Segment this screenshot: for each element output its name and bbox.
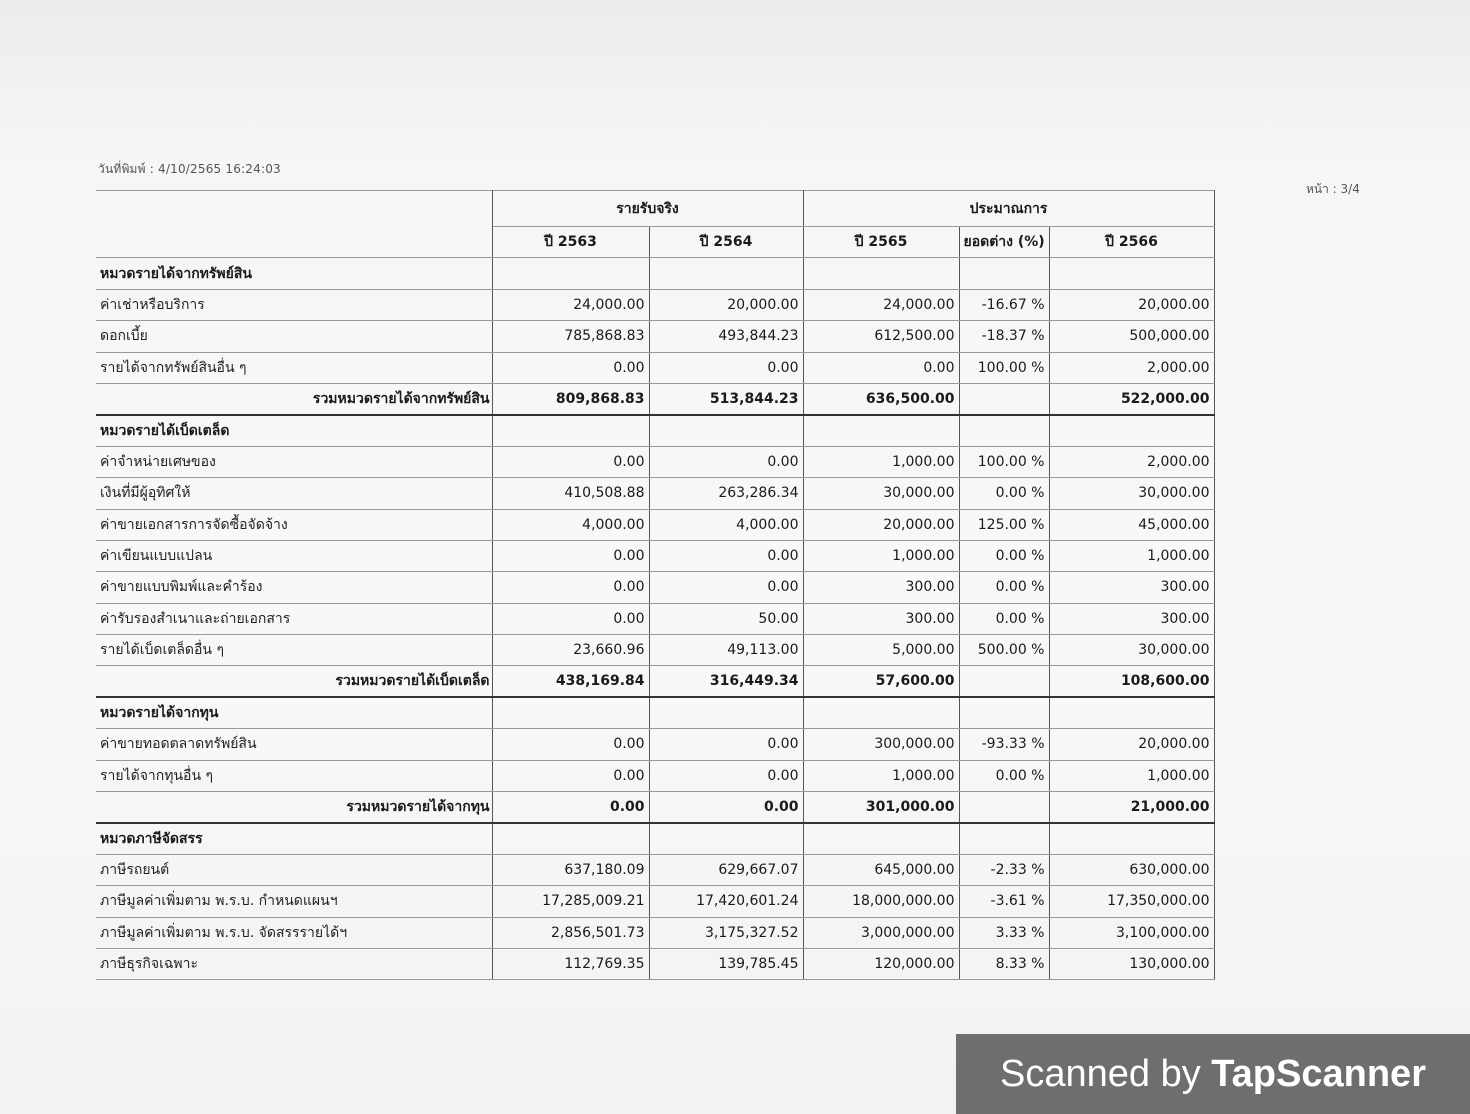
subtotal-row [96, 666, 1214, 697]
empty-cell [959, 697, 1049, 728]
value-y2564: 0.00 [649, 540, 803, 571]
empty-cell [649, 258, 803, 289]
item-label: ภาษีมูลค่าเพิ่มตาม พ.ร.บ. กำหนดแผนฯ [96, 886, 492, 917]
category-row [96, 258, 1214, 289]
item-label: รายได้จากทุนอื่น ๆ [96, 760, 492, 791]
empty-cell [1049, 258, 1214, 289]
header-col-2565: ปี 2565 [803, 227, 959, 258]
value-y2566: 3,100,000.00 [1049, 917, 1214, 948]
value-y2564: 0.00 [649, 760, 803, 791]
subtotal-y2564: 316,449.34 [649, 666, 803, 697]
value-y2565: 300.00 [803, 572, 959, 603]
value-diff: -18.37 % [959, 321, 1049, 352]
empty-cell [803, 415, 959, 446]
value-y2566: 17,350,000.00 [1049, 886, 1214, 917]
table-row [96, 886, 1214, 917]
header-col-diff: ยอดต่าง (%) [959, 227, 1049, 258]
value-diff: 125.00 % [959, 509, 1049, 540]
value-y2564: 0.00 [649, 446, 803, 477]
item-label: ค่าขายเอกสารการจัดซื้อจัดจ้าง [96, 509, 492, 540]
empty-cell [1049, 697, 1214, 728]
value-diff: 0.00 % [959, 540, 1049, 571]
value-diff: -2.33 % [959, 854, 1049, 885]
value-y2563: 0.00 [492, 603, 649, 634]
value-y2566: 30,000.00 [1049, 635, 1214, 666]
value-y2564: 493,844.23 [649, 321, 803, 352]
subtotal-diff [959, 792, 1049, 823]
print-date: วันที่พิมพ์ : 4/10/2565 16:24:03 [98, 162, 281, 176]
value-y2565: 1,000.00 [803, 540, 959, 571]
subtotal-y2564: 0.00 [649, 792, 803, 823]
value-y2563: 24,000.00 [492, 289, 649, 320]
value-y2564: 139,785.45 [649, 948, 803, 979]
empty-cell [492, 258, 649, 289]
table-row [96, 509, 1214, 540]
category-title: หมวดภาษีจัดสรร [96, 823, 492, 854]
empty-cell [803, 823, 959, 854]
value-y2566: 20,000.00 [1049, 289, 1214, 320]
table-row [96, 760, 1214, 791]
subtotal-y2564: 513,844.23 [649, 383, 803, 414]
value-y2563: 0.00 [492, 540, 649, 571]
subtotal-y2566: 108,600.00 [1049, 666, 1214, 697]
table-body [96, 258, 1214, 980]
value-y2563: 23,660.96 [492, 635, 649, 666]
subtotal-y2566: 522,000.00 [1049, 383, 1214, 414]
table-row [96, 289, 1214, 320]
table-row [96, 635, 1214, 666]
empty-cell [959, 258, 1049, 289]
value-y2564: 3,175,327.52 [649, 917, 803, 948]
empty-cell [803, 697, 959, 728]
value-diff: 500.00 % [959, 635, 1049, 666]
table-row [96, 854, 1214, 885]
value-y2566: 130,000.00 [1049, 948, 1214, 979]
value-y2563: 0.00 [492, 572, 649, 603]
scanner-brand: TapScanner [1211, 1053, 1426, 1095]
empty-cell [649, 697, 803, 728]
value-y2566: 1,000.00 [1049, 540, 1214, 571]
value-y2566: 2,000.00 [1049, 352, 1214, 383]
value-y2563: 0.00 [492, 446, 649, 477]
value-y2565: 300,000.00 [803, 729, 959, 760]
subtotal-diff [959, 383, 1049, 414]
value-y2566: 20,000.00 [1049, 729, 1214, 760]
value-y2566: 30,000.00 [1049, 478, 1214, 509]
empty-cell [649, 415, 803, 446]
value-diff: 0.00 % [959, 478, 1049, 509]
page-number: หน้า : 3/4 [1306, 182, 1360, 196]
item-label: ภาษีรถยนต์ [96, 854, 492, 885]
subtotal-y2563: 438,169.84 [492, 666, 649, 697]
subtotal-row [96, 792, 1214, 823]
header-col-2563: ปี 2563 [492, 227, 649, 258]
subtotal-label: รวมหมวดรายได้เบ็ดเตล็ด [96, 666, 492, 697]
empty-cell [1049, 415, 1214, 446]
value-y2563: 4,000.00 [492, 509, 649, 540]
value-diff: -93.33 % [959, 729, 1049, 760]
empty-cell [959, 415, 1049, 446]
table-row [96, 540, 1214, 571]
value-y2565: 120,000.00 [803, 948, 959, 979]
table-row [96, 917, 1214, 948]
table-row [96, 321, 1214, 352]
subtotal-label: รวมหมวดรายได้จากทุน [96, 792, 492, 823]
category-title: หมวดรายได้เบ็ดเตล็ด [96, 415, 492, 446]
item-label: ค่าเช่าหรือบริการ [96, 289, 492, 320]
item-label: ค่าขายทอดตลาดทรัพย์สิน [96, 729, 492, 760]
value-y2564: 0.00 [649, 729, 803, 760]
empty-cell [959, 823, 1049, 854]
table-row [96, 478, 1214, 509]
header-blank [96, 191, 492, 227]
table-row [96, 446, 1214, 477]
value-y2563: 17,285,009.21 [492, 886, 649, 917]
item-label: ค่าขายแบบพิมพ์และคำร้อง [96, 572, 492, 603]
value-diff: 8.33 % [959, 948, 1049, 979]
value-diff: 0.00 % [959, 572, 1049, 603]
revenue-estimate-table [96, 190, 1215, 980]
value-y2563: 410,508.88 [492, 478, 649, 509]
scanner-watermark [956, 1034, 1470, 1114]
item-label: ภาษีธุรกิจเฉพาะ [96, 948, 492, 979]
table-row [96, 572, 1214, 603]
value-y2565: 300.00 [803, 603, 959, 634]
subtotal-y2565: 636,500.00 [803, 383, 959, 414]
subtotal-diff [959, 666, 1049, 697]
value-y2566: 1,000.00 [1049, 760, 1214, 791]
value-y2564: 263,286.34 [649, 478, 803, 509]
category-title: หมวดรายได้จากทรัพย์สิน [96, 258, 492, 289]
subtotal-row [96, 383, 1214, 414]
value-y2564: 50.00 [649, 603, 803, 634]
empty-cell [492, 823, 649, 854]
value-y2565: 645,000.00 [803, 854, 959, 885]
value-diff: 0.00 % [959, 603, 1049, 634]
value-diff: 3.33 % [959, 917, 1049, 948]
subtotal-y2565: 301,000.00 [803, 792, 959, 823]
item-label: ค่าจำหน่ายเศษของ [96, 446, 492, 477]
value-diff: 100.00 % [959, 446, 1049, 477]
header-col-2564: ปี 2564 [649, 227, 803, 258]
category-row [96, 823, 1214, 854]
value-diff: 0.00 % [959, 760, 1049, 791]
subtotal-y2563: 809,868.83 [492, 383, 649, 414]
value-y2565: 612,500.00 [803, 321, 959, 352]
value-y2565: 1,000.00 [803, 760, 959, 791]
empty-cell [649, 823, 803, 854]
scanner-prefix: Scanned by [1000, 1053, 1212, 1095]
value-y2563: 2,856,501.73 [492, 917, 649, 948]
value-y2565: 24,000.00 [803, 289, 959, 320]
value-y2563: 0.00 [492, 352, 649, 383]
subtotal-y2566: 21,000.00 [1049, 792, 1214, 823]
empty-cell [492, 415, 649, 446]
value-y2566: 300.00 [1049, 572, 1214, 603]
value-y2564: 49,113.00 [649, 635, 803, 666]
value-y2564: 0.00 [649, 572, 803, 603]
value-y2566: 2,000.00 [1049, 446, 1214, 477]
value-y2564: 0.00 [649, 352, 803, 383]
item-label: รายได้จากทรัพย์สินอื่น ๆ [96, 352, 492, 383]
item-label: ค่ารับรองสำเนาและถ่ายเอกสาร [96, 603, 492, 634]
table-row [96, 729, 1214, 760]
value-y2563: 637,180.09 [492, 854, 649, 885]
value-y2563: 0.00 [492, 760, 649, 791]
value-y2565: 20,000.00 [803, 509, 959, 540]
empty-cell [803, 258, 959, 289]
value-y2566: 45,000.00 [1049, 509, 1214, 540]
value-y2563: 112,769.35 [492, 948, 649, 979]
header-blank-2 [96, 227, 492, 258]
value-diff: 100.00 % [959, 352, 1049, 383]
value-y2563: 0.00 [492, 729, 649, 760]
value-y2566: 630,000.00 [1049, 854, 1214, 885]
value-y2565: 5,000.00 [803, 635, 959, 666]
item-label: ภาษีมูลค่าเพิ่มตาม พ.ร.บ. จัดสรรรายได้ฯ [96, 917, 492, 948]
header-col-2566: ปี 2566 [1049, 227, 1214, 258]
subtotal-y2565: 57,600.00 [803, 666, 959, 697]
value-y2564: 629,667.07 [649, 854, 803, 885]
value-diff: -16.67 % [959, 289, 1049, 320]
value-y2565: 30,000.00 [803, 478, 959, 509]
value-y2566: 500,000.00 [1049, 321, 1214, 352]
value-y2564: 20,000.00 [649, 289, 803, 320]
empty-cell [1049, 823, 1214, 854]
header-group-estimate: ประมาณการ [803, 191, 1214, 227]
item-label: เงินที่มีผู้อุทิศให้ [96, 478, 492, 509]
value-y2564: 17,420,601.24 [649, 886, 803, 917]
category-row [96, 697, 1214, 728]
table-row [96, 603, 1214, 634]
subtotal-y2563: 0.00 [492, 792, 649, 823]
item-label: ค่าเขียนแบบแปลน [96, 540, 492, 571]
item-label: ดอกเบี้ย [96, 321, 492, 352]
value-y2565: 0.00 [803, 352, 959, 383]
value-y2565: 18,000,000.00 [803, 886, 959, 917]
empty-cell [492, 697, 649, 728]
category-title: หมวดรายได้จากทุน [96, 697, 492, 728]
table-row [96, 352, 1214, 383]
value-y2565: 3,000,000.00 [803, 917, 959, 948]
item-label: รายได้เบ็ดเตล็ดอื่น ๆ [96, 635, 492, 666]
value-diff: -3.61 % [959, 886, 1049, 917]
value-y2566: 300.00 [1049, 603, 1214, 634]
subtotal-label: รวมหมวดรายได้จากทรัพย์สิน [96, 383, 492, 414]
header-group-actual: รายรับจริง [492, 191, 803, 227]
value-y2564: 4,000.00 [649, 509, 803, 540]
value-y2563: 785,868.83 [492, 321, 649, 352]
table-row [96, 948, 1214, 979]
value-y2565: 1,000.00 [803, 446, 959, 477]
category-row [96, 415, 1214, 446]
